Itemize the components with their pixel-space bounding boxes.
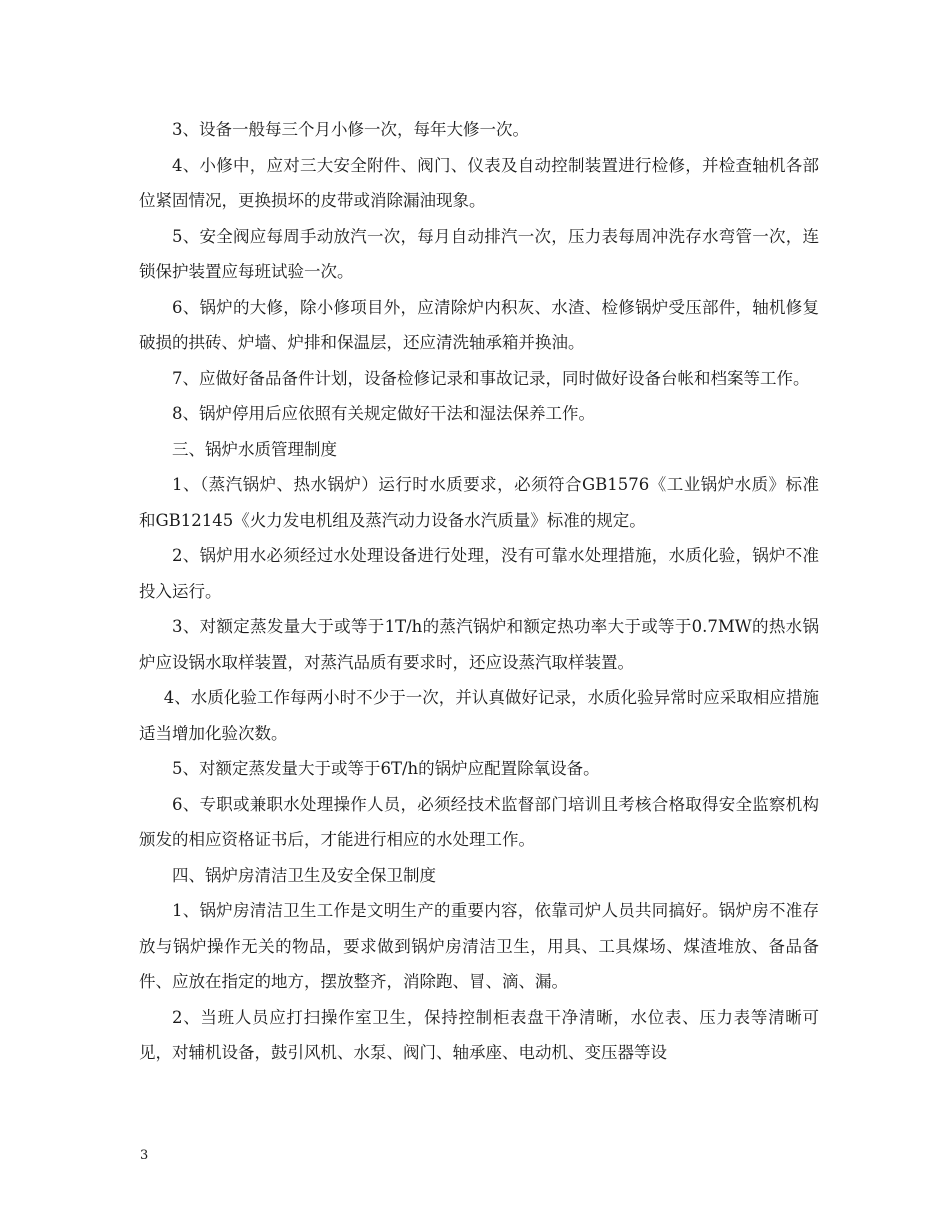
paragraph-item-7: 7、应做好备品备件计划，设备检修记录和事故记录，同时做好设备台帐和档案等工作。 — [172, 368, 810, 388]
paragraph-item-3: 3、设备一般每三个月小修一次，每年大修一次。 — [172, 120, 529, 139]
page-number: 3 — [140, 1148, 149, 1163]
section-heading-water-quality: 三、锅炉水质管理制度 — [172, 439, 337, 459]
paragraph-water-2: 2、锅炉用水必须经过水处理设备进行处理，没有可靠水处理措施，水质化验，锅炉不准投入运行。 — [139, 546, 819, 601]
paragraph-water-1: 1、（蒸汽锅炉、热水锅炉）运行时水质要求，必须符合GB1576《工业锅炉水质》标准和GB12145《火力发电机组及蒸汽动力设备水汽质量》标准的规定。 — [139, 475, 819, 530]
paragraph-water-5: 5、对额定蒸发量大于或等于6T/h的锅炉应配置除氧设备。 — [172, 759, 600, 778]
paragraph-cleaning-1: 1、锅炉房清洁卫生工作是文明生产的重要内容，依靠司炉人员共同搞好。锅炉房不准存放与锅炉操作无关的物品，要求做到锅炉房清洁卫生，用具、工具煤场、煤渣堆放、备品备件、应放在指定的地方，摆放整齐，消除跑、冒、滴、漏。 — [139, 901, 819, 991]
paragraph-cleaning-2: 2、当班人员应打扫操作室卫生，保持控制柜表盘干净清晰，水位表、压力表等清晰可见，对辅机设备，鼓引风机、水泵、阀门、轴承座、电动机、变压器等设 — [139, 1007, 819, 1062]
paragraph-item-4: 4、小修中，应对三大安全附件、阀门、仪表及自动控制装置进行检修，并检查轴机各部位紧固情况，更换损坏的皮带或消除漏油现象。 — [139, 155, 819, 210]
paragraph-item-6: 6、锅炉的大修，除小修项目外，应清除炉内积灰、水渣、检修锅炉受压部件，轴机修复破损的拱砖、炉墙、炉排和保温层，还应清洗轴承箱并换油。 — [139, 297, 819, 352]
paragraph-water-4: 4、水质化验工作每两小时不少于一次，并认真做好记录，水质化验异常时应采取相应措施适当增加化验次数。 — [139, 688, 819, 743]
document-body — [139, 112, 819, 1071]
paragraph-item-5: 5、安全阀应每周手动放汽一次，每月自动排汽一次，压力表每周冲洗存水弯管一次，连锁保护装置应每班试验一次。 — [139, 226, 819, 281]
paragraph-water-3: 3、对额定蒸发量大于或等于1T/h的蒸汽锅炉和额定热功率大于或等于0.7MW的热水锅炉应设锅水取样装置，对蒸汽品质有要求时，还应设蒸汽取样装置。 — [139, 617, 819, 672]
section-heading-cleaning-security: 四、锅炉房清洁卫生及安全保卫制度 — [172, 865, 436, 885]
paragraph-item-8: 8、锅炉停用后应依照有关规定做好干法和湿法保养工作。 — [172, 404, 595, 423]
paragraph-water-6: 6、专职或兼职水处理操作人员，必须经技术监督部门培训且考核合格取得安全监察机构颁发的相应资格证书后，才能进行相应的水处理工作。 — [139, 794, 819, 849]
